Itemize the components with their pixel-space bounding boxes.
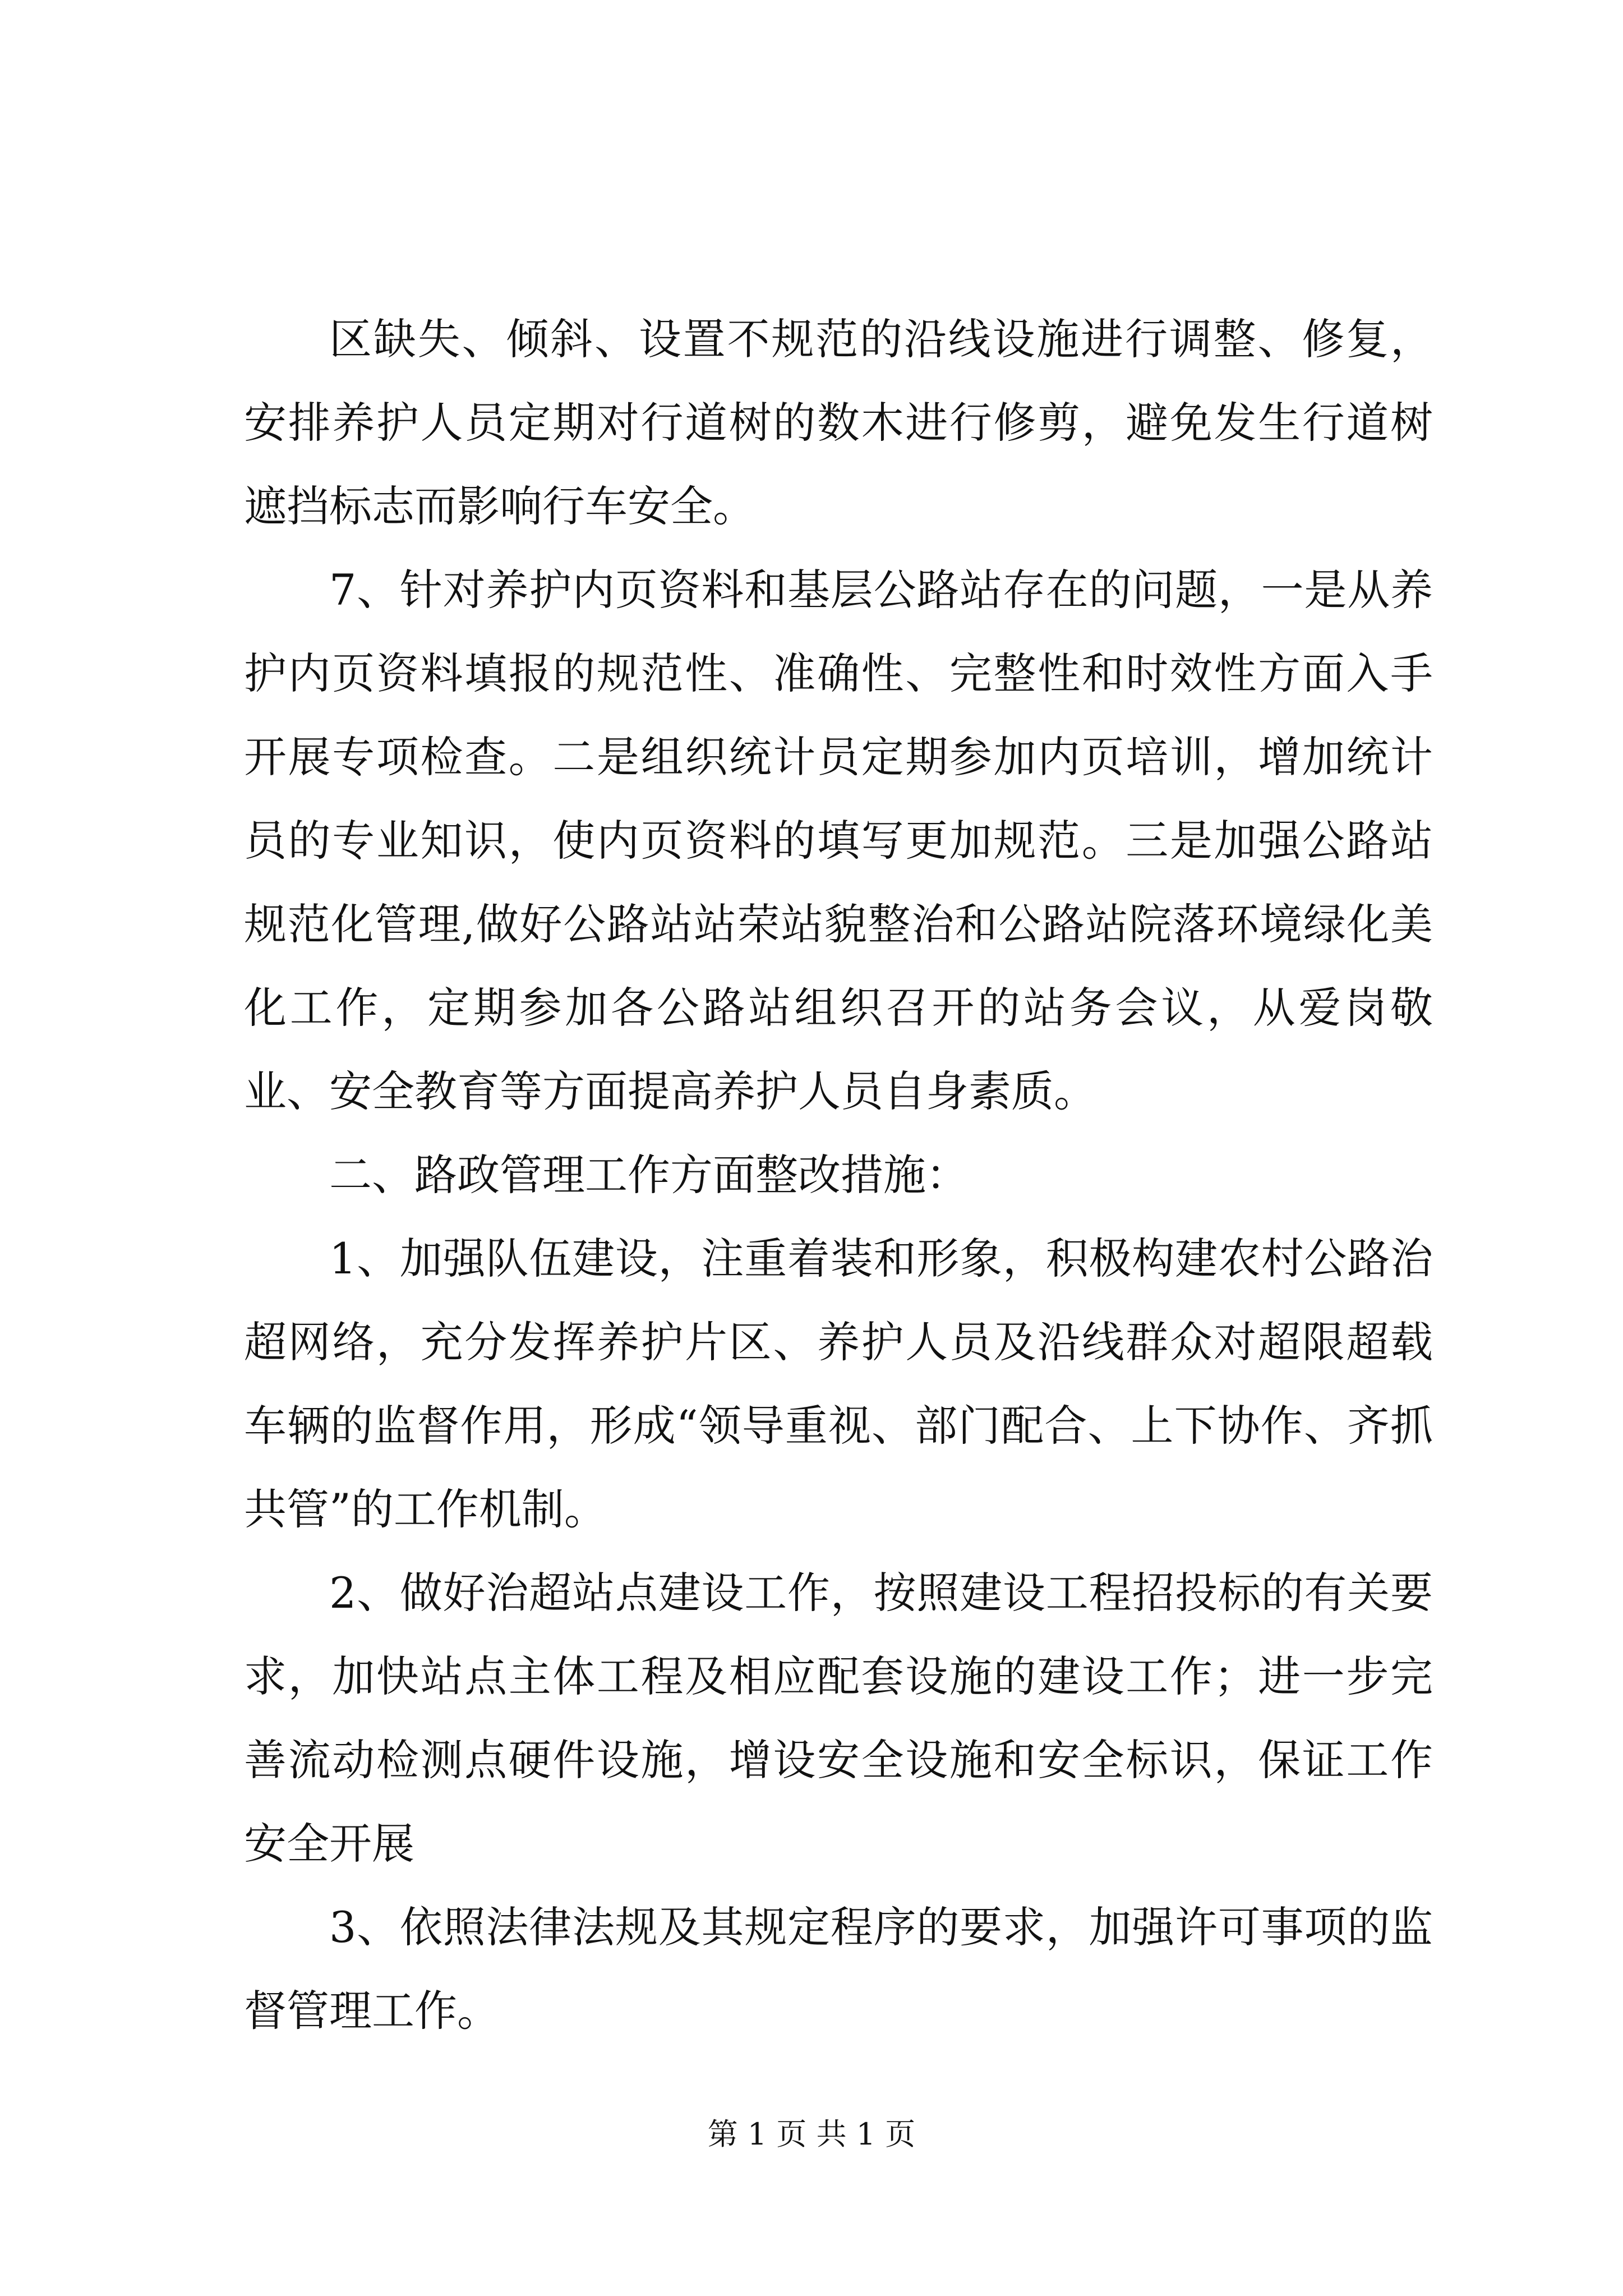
paragraph: 7、针对养护内页资料和基层公路站存在的问题，一是从养护内页资料填报的规范性、准确性、完整性和时效性方面入手开展专项检查。二是组织统计员定期参加内页培训，增加统计员的专业知识，使内页资料的填写更加规范。三是加强公路站规范化管理,做好公路站站荣站貌整治和公路站院落环境绿化美化工作，定期参加各公路站组织召开的站务会议，从爱岗敬业、安全教育等方面提高养护人员自身素质。	[244, 565, 1433, 1116]
paragraph: 1、加强队伍建设，注重着装和形象，积极构建农村公路治超网络，充分发挥养护片区、养护人员及沿线群众对超限超载车辆的监督作用，形成“领导重视、部门配合、上下协作、齐抓共管”的工作机制。	[244, 1234, 1433, 1534]
section-heading: 二、路政管理工作方面整改措施：	[329, 1150, 969, 1200]
paragraph: 2、做好治超站点建设工作，按照建设工程招投标的有关要求，加快站点主体工程及相应配套设施的建设工作；进一步完善流动检测点硬件设施，增设安全设施和安全标识，保证工作安全开展	[244, 1568, 1433, 1869]
paragraph: 3、依照法律法规及其规定程序的要求，加强许可事项的监督管理工作。	[244, 1902, 1433, 2036]
document-body	[244, 297, 1433, 2053]
page-footer: 第 1 页 共 1 页	[707, 2116, 916, 2152]
paragraph: 区缺失、倾斜、设置不规范的沿线设施进行调整、修复，安排养护人员定期对行道树的数木进行修剪，避免发生行道树遮挡标志而影响行车安全。	[244, 314, 1433, 531]
